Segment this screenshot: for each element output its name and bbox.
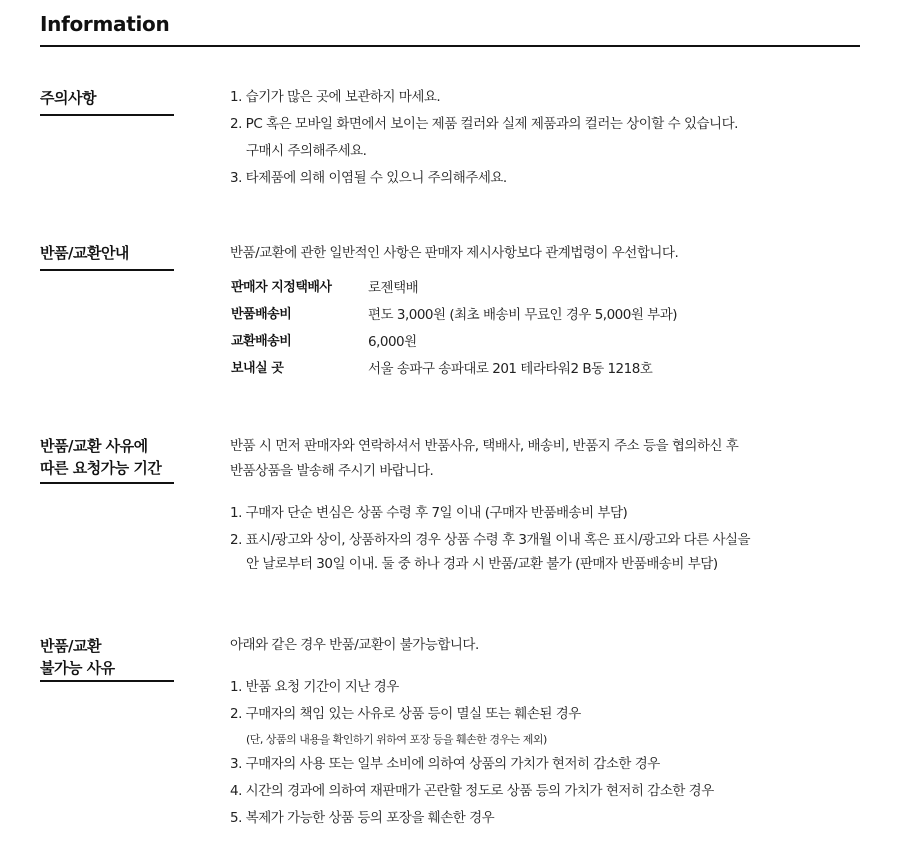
exchange-fee-label: 교환배송비 <box>231 334 292 349</box>
not-allowed-heading <box>40 635 174 679</box>
return-address-value: 서울 송파구 송파대로 201 테라타워2 B동 1218호 <box>368 361 653 377</box>
request-period-item-2-cont: 안 날로부터 30일 이내. 둘 중 하나 경과 시 반품/교환 불가 (판매자 반품배송비 부담) <box>246 556 718 572</box>
caution-item-2: 2. PC 혹은 모바일 화면에서 보이는 제품 컬러와 실제 제품과의 컬러는 상이할 수 있습니다. <box>230 116 738 132</box>
return-fee-value: 편도 3,000원 (최초 배송비 무료인 경우 5,000원 부과) <box>368 307 678 323</box>
return-exchange-heading-text: 반품/교환안내 <box>40 244 129 262</box>
not-allowed-intro: 아래와 같은 경우 반품/교환이 불가능합니다. <box>230 637 479 653</box>
request-period-item-2: 2. 표시/광고와 상이, 상품하자의 경우 상품 수령 후 3개월 이내 혹은 표시/광고와 다른 사실을 <box>230 532 751 548</box>
caution-item-1: 1. 습기가 많은 곳에 보관하지 마세요. <box>230 89 441 105</box>
request-period-heading <box>40 435 174 479</box>
page-title: Information <box>40 12 170 36</box>
caution-heading <box>40 87 174 109</box>
not-allowed-item-2: 2. 구매자의 책임 있는 사유로 상품 등이 멸실 또는 훼손된 경우 <box>230 706 581 722</box>
not-allowed-item-3: 3. 구매자의 사용 또는 일부 소비에 의하여 상품의 가치가 현저히 감소한 경우 <box>230 756 660 772</box>
request-period-heading-line1: 반품/교환 사유에 <box>40 437 148 455</box>
return-fee-label: 반품배송비 <box>231 307 292 322</box>
caution-item-2-cont: 구매시 주의해주세요. <box>246 143 367 159</box>
request-period-heading-line2: 따른 요청가능 기간 <box>40 459 162 477</box>
caution-item-3: 3. 타제품에 의해 이염될 수 있으니 주의해주세요. <box>230 170 507 186</box>
return-exchange-heading <box>40 242 174 264</box>
not-allowed-heading-line2: 불가능 사유 <box>40 659 115 677</box>
title-divider <box>40 45 860 47</box>
return-address-label: 보내실 곳 <box>231 361 284 376</box>
not-allowed-heading-rule <box>40 680 174 682</box>
return-exchange-heading-rule <box>40 269 174 271</box>
request-period-intro-1: 반품 시 먼저 판매자와 연락하셔서 반품사유, 택배사, 배송비, 반품지 주소 등을 협의하신 후 <box>230 438 739 454</box>
not-allowed-heading-line1: 반품/교환 <box>40 637 101 655</box>
not-allowed-item-4: 4. 시간의 경과에 의하여 재판매가 곤란할 정도로 상품 등의 가치가 현저히 감소한 경우 <box>230 783 714 799</box>
not-allowed-item-1: 1. 반품 요청 기간이 지난 경우 <box>230 679 399 695</box>
request-period-heading-rule <box>40 482 174 484</box>
exchange-fee-value: 6,000원 <box>368 334 417 350</box>
not-allowed-item-2-note: (단, 상품의 내용을 확인하기 위하여 포장 등을 훼손한 경우는 제외) <box>246 733 547 746</box>
courier-label: 판매자 지정택배사 <box>231 280 332 295</box>
not-allowed-item-5: 5. 복제가 가능한 상품 등의 포장을 훼손한 경우 <box>230 810 495 826</box>
request-period-intro-2: 반품상품을 발송해 주시기 바랍니다. <box>230 463 434 479</box>
caution-heading-text: 주의사항 <box>40 89 96 107</box>
request-period-item-1: 1. 구매자 단순 변심은 상품 수령 후 7일 이내 (구매자 반품배송비 부담) <box>230 505 628 521</box>
return-exchange-intro: 반품/교환에 관한 일반적인 사항은 판매자 제시사항보다 관계법령이 우선합니다. <box>230 245 679 261</box>
courier-value: 로젠택배 <box>368 280 419 296</box>
caution-heading-rule <box>40 114 174 116</box>
